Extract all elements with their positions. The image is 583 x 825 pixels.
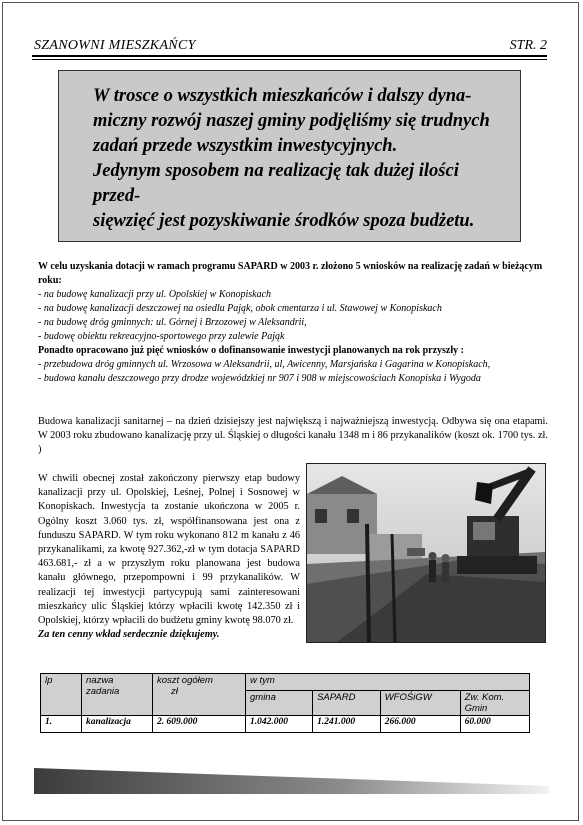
cell-sapard: 1.241.000 [313,716,381,733]
cell-zw: 60.000 [460,716,529,733]
intro-line: miczny rozwój naszej gminy podjęliśmy się trudnych [93,111,490,131]
future-heading: Ponadto opracowano już pięć wniosków o dofinansowanie inwestycji planowanych na rok przyszły : [38,345,464,356]
newsletter-title: SZANOWNI MIESZKAŃCY [34,38,196,53]
footer-gradient-band [34,768,549,794]
col-cost-unit: zł [171,686,178,697]
article-paragraph: Budowa kanalizacji sanitarnej – na dzień dzisiejszy jest największą i najważniejszą inwestycją. Odbywa się ona etapami. W 2003 roku zbudowano kanalizację przy ul. Śląskiej o długości kanału 1348 m i 86 przykanalików (koszt ok. 1700 tys. zł. ) [38,416,548,456]
excavator-photo-illustration [307,464,545,642]
page-number: STR. 2 [509,38,547,53]
column-text: W chwili obecnej został zakończony pierwszy etap budowy kanalizacji przy ul. Opolskiej, Leśnej, Polnej i Sosnowej w Konopiskach. Inwestycja ta zostanie ukończona w 2005 r. Ogólny koszt 3.060 tys. zł, współfinansowana jest ona z funduszu SAPARD. W tym roku wykonano 812 m kanału z 46 przykanalikami, za kwotę 927.362,-zł w tym dotacja SAPARD 463.681,- zł a w przyszłym roku planowana jest budowa kanału głównego, przepompowni i 99 przykanalików. W realizacji tej inwestycji partycypują sami zainteresowani mieszkańcy ulic Śląskiej którzy wpłacili kwotę 142.350 zł i Opolskiej, którzy wpłacili do budżetu gminy kwotę 98.070 zł. [38,473,300,627]
investment-table [40,673,530,733]
article-column [38,472,300,642]
list-item: - budowę obiektu rekreacyjno-sportowego przy zalewie Pająk [38,331,285,342]
list-item: - przebudowa dróg gminnych ul. Wrzosowa w Aleksandrii, ul, Awicenny, Marsjańska i Gagarina w Konopiskach, [38,359,491,370]
table-header-row [41,674,530,691]
col-sapard: SAPARD [313,691,381,716]
cell-name: kanalizacja [82,716,153,733]
intro-line: Jedynym sposobem na realizację tak dużej ilości przed- [93,161,459,206]
col-wfos: WFOŚiGW [380,691,460,716]
intro-line: sięwzięć jest pozyskiwanie środków spoza budżetu. [93,211,475,231]
table-row [41,716,530,733]
col-cost-label: koszt ogółem [157,675,213,686]
col-zw-line2: Gmin [464,703,488,714]
col-of-which: w tym [246,674,530,691]
cell-wfos: 266.000 [380,716,460,733]
intro-line: W trosce o wszystkich mieszkańców i dalszy dyna- [93,86,472,106]
col-gmina: gmina [246,691,313,716]
cell-cost: 2. 609.000 [153,716,246,733]
construction-photo [306,463,546,643]
cell-lp: 1. [41,716,82,733]
intro-box [58,70,521,242]
col-zw-line1: Zw. Kom. [464,692,505,703]
sapard-heading: W celu uzyskania dotacji w ramach programu SAPARD w 2003 r. złożono 5 wniosków na realizację zadań w bieżącym roku: [38,261,543,286]
list-item: - na budowę kanalizacji deszczowej na osiedlu Pająk, obok cmentarza i ul. Stawowej w Konopiskach [38,303,442,314]
col-zw [460,691,529,716]
thanks-text: Za ten cenny wkład serdecznie dziękujemy. [38,629,220,641]
header-rule [32,55,547,57]
list-item: - na budowę kanalizacji przy ul. Opolskiej w Konopiskach [38,289,272,300]
col-name: nazwa zadania [82,674,153,716]
list-item: - na budowę dróg gminnych: ul. Górnej i Brzozowej w Aleksandrii, [38,317,307,328]
col-cost [153,674,246,716]
list-item: - budowa kanału deszczowego przy drodze wojewódzkiej nr 907 i 908 w miejscowościach Konopiska i Wygoda [38,373,481,384]
col-lp: lp [41,674,82,716]
sapard-section [38,260,548,386]
intro-line: zadań przede wszystkim inwestycyjnych. [93,136,398,156]
cell-gmina: 1.042.000 [246,716,313,733]
intro-text [93,84,505,234]
header-rule-thin [32,59,547,60]
